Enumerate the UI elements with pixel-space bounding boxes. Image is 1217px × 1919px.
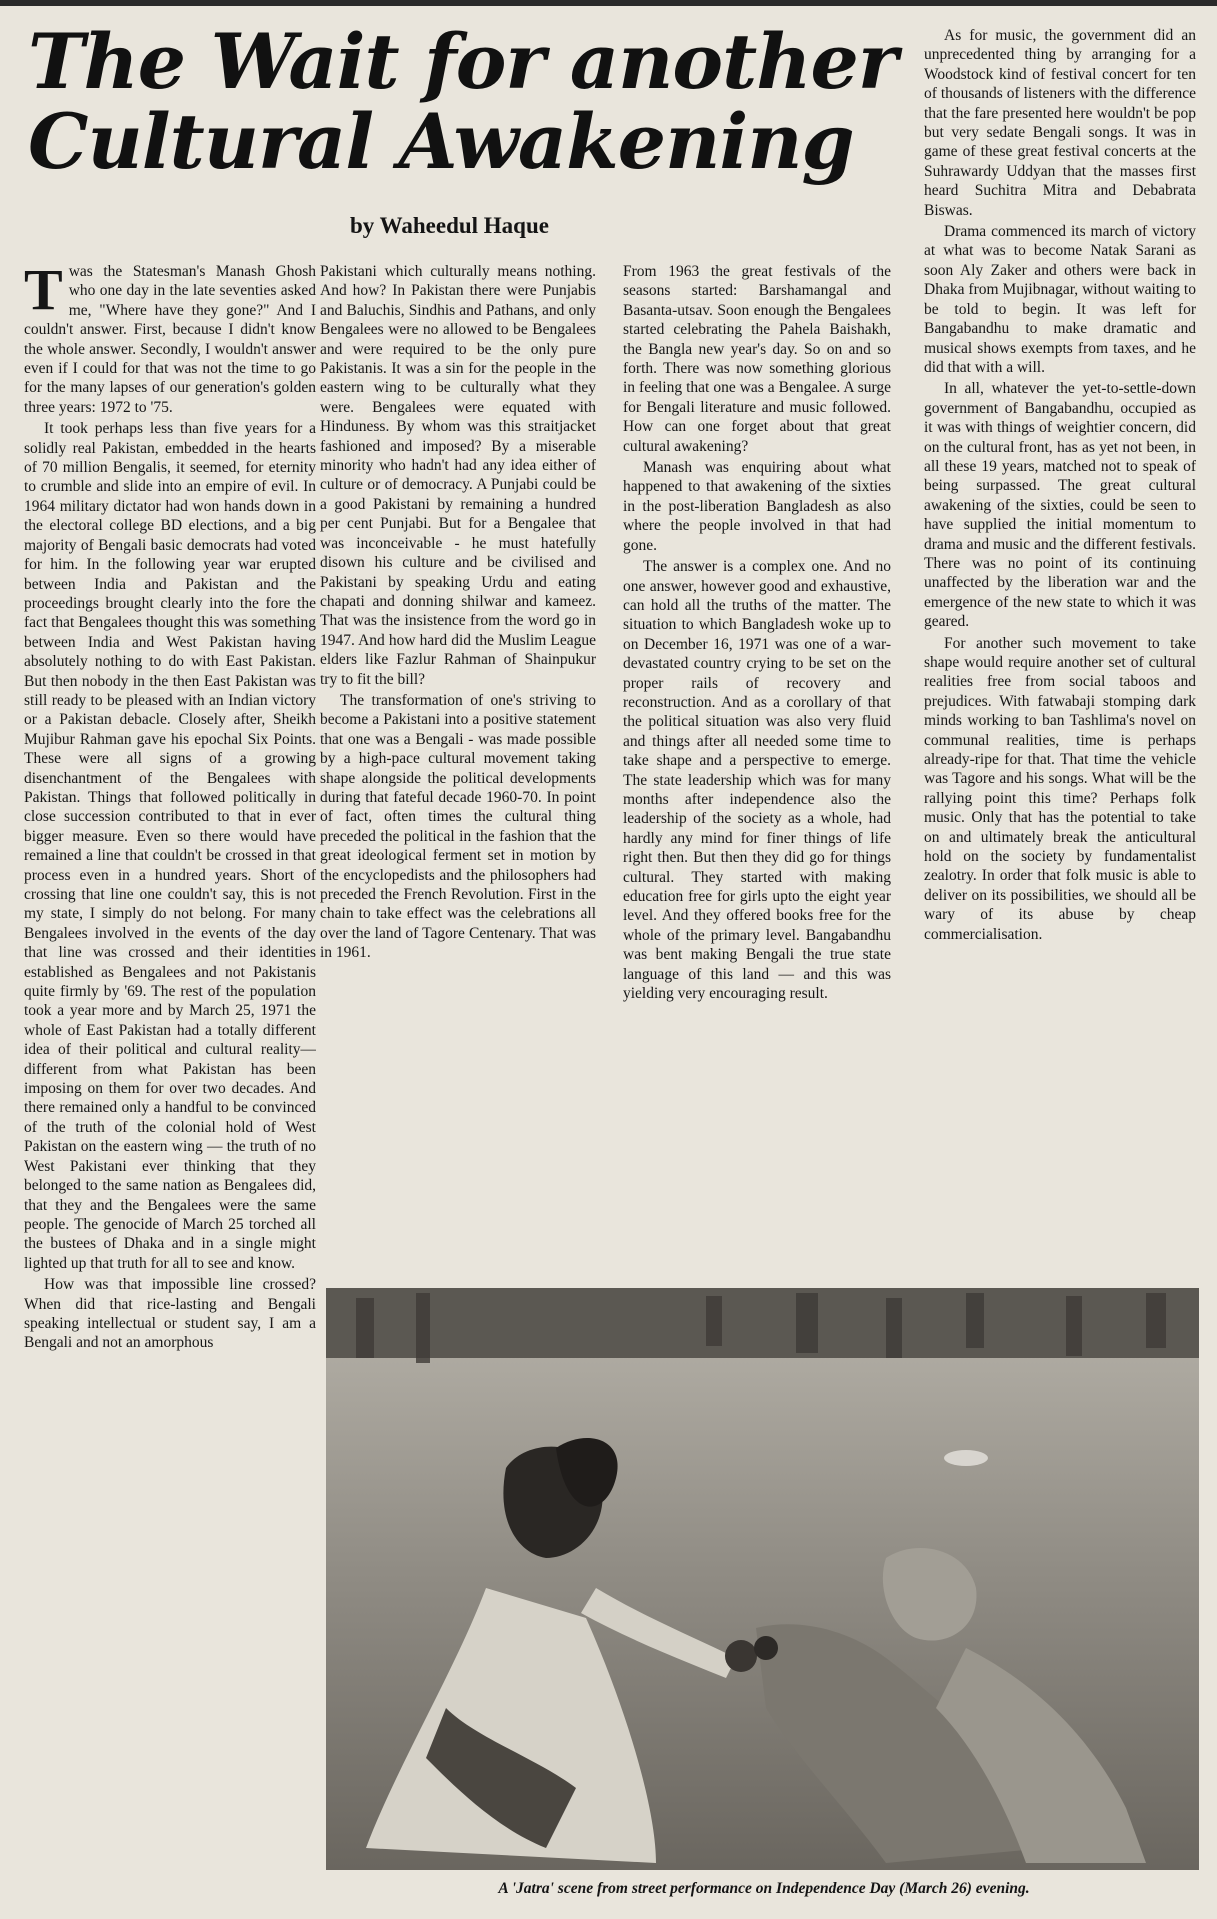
top-rule [0,0,1217,6]
byline: by Waheedul Haque [350,213,549,238]
photo-caption: A 'Jatra' scene from street performance on Independence Day (March 26) evening. [498,1880,1030,1897]
paragraph: The answer is a complex one. And no one answer, however good and exhaustive, can hold all the truths of the matter. The situation to which Bangladesh woke up to on December 16, 1971 was one of a war-devastated country crying to be set on the proper rails of recovery and reconstruction. And as a corollary of that the political situation was also very fluid and things after all needed some time to take shape and a perspective to emerge. The state leadership which was for many months after independence also the leadership of the society as a whole, had hardly any mind for finer things of life right then. But then they did go for things cultural. They started with making education free for girls upto the eight year level. And they offered books free for the whole of the primary level. Bangabandhu was bent making Bengali the true state language of this land — and this was yielding very encouraging result. [623,558,891,1003]
paragraph: As for music, the government did an unprecedented thing by arranging for a Woodstock kind of festival concert for ten of thousands of listeners with the difference that the fare presented here wouldn't be pop but very sedate Bengali songs. It was in game of these great festival concerts at the Suhrawardy Uddyan that the masses first heard Suchitra Mitra and Debabrata Biswas. [924,27,1196,219]
article-title: The Wait for another Cultural Awakening [28,17,897,186]
paragraph: The transformation of one's striving to become a Pakistani into a positive statement that one was a Bengali - was made possible by a high-pace cultural movement taking shape alongside the political developments during that fateful decade 1960-70. In point of fact, often times the cultural thing preceded the political in the fashion that the great ideological ferment set in motion by the encyclopedists and the philosophers had preceded the French Revolution. First in the chain to take effect was the celebrations all over the land of Tagore Centenary. That was in 1961. [320,691,596,962]
jatra-photo [326,1288,1199,1870]
paragraph: Manash was enquiring about what happened to that awakening of the sixties in the post-liberation Bangladesh as also where the people involved in that had gone. [623,459,891,554]
column-1 [24,262,316,1907]
column-4 [924,26,1196,1270]
column-2 [320,262,596,1272]
paragraph: How was that impossible line crossed? When did that rice-lasting and Bengali speaking intellectual or student say, I am a Bengali and not an amorphous [24,1276,316,1352]
photo-illustration [326,1288,1199,1870]
paragraph: From 1963 the great festivals of the seasons started: Barshamangal and Basanta-utsav. Soon enough the Bengalees started celebrating the Pahela Baishakh, the Bangla new year's day. So on and so forth. There was now something glorious in feeling that one was a Bengalee. A surge for Bengali literature and music followed. How can one forget about that great cultural awakening? [623,263,891,455]
paragraph: For another such movement to take shape would require another set of cultural realities free from social taboos and prejudices. With fatwabaji stomping dark minds working to ban Tashlima's novel on communal realities, time is perhaps already-ripe for that. That time the vehicle was Tagore and his songs. What will be the rallying point this time? Perhaps folk music. Only that has the potential to take on and ultimately break the anticultural hold on the society by fundamentalist zealotry. In order that folk music is able to deliver on its possibilities, we should all be wary of its abuse by cheap commercialisation. [924,634,1196,943]
paragraph: Twas the Statesman's Manash Ghosh who one day in the late seventies asked me, "Where have they gone?" And I couldn't answer. First, because I didn't know the whole answer. Secondly, I wouldn't answer even if I could for that was not the time to go for the many lapses of our generation's golden three years: 1972 to '75. [24,262,316,416]
paragraph: Drama commenced its march of victory at what was to become Natak Sarani as soon Aly Zaker and others were back in Dhaka from Mujibnagar, without waiting to be told to begin. It was left for Bangabandhu to make dramatic and musical shows exempts from taxes, and he did that with a will. [924,223,1196,376]
column-3 [623,262,891,1272]
paragraph: Pakistani which culturally means nothing. And how? In Pakistan there were Punjabis and Baluchis, Sindhis and Pathans, and only Bengalees were no allowed to be Bengalees and were required to be the only pure Pakistanis. It was a sin for the people in the eastern wing to be culturally what they were. Bengalees were equated with Hinduness. By whom was this straitjacket fashioned and imposed? By a miserable minority who hadn't had any idea either of culture or of democracy. A Punjabi could be a good Pakistani by remaining a hundred per cent Punjabi. But for a Bengalee that was inconceivable - he must hatefully disown his culture and be civilised and Pakistani by speaking Urdu and eating chapati and donning shilwar and kameez. That was the insistence from the word go in 1947. And how hard did the Muslim League elders like Fazlur Rahman of Shainpukur try to fit the bill? [320,263,596,688]
paragraph: In all, whatever the yet-to-settle-down government of Bangabandhu, occupied as it was with things of weightier concern, did on the cultural front, has as yet not been, in all these 19 years, matched not to speak of being surpassed. The great cultural awakening of the sixties, could be seen to have supplied the initial momentum to drama and music and the different festivals. There was no point of its continuing unaffected by the liberation war and the emergence of the new state to which it was geared. [924,380,1196,631]
paragraph: It took perhaps less than five years for a solidly real Pakistan, embedded in the hearts of 70 million Bengalis, it seemed, for eternity to crumble and slide into an empire of evil. In 1964 military dictator had won hands down in the electoral college BD elections, and a big majority of Bengali basic democrats had voted for him. In the following year war erupted between India and Pakistan and the proceedings brought clearly into the fore the fact that Bengalees thought this was something between India and West Pakistan having absolutely nothing to do with East Pakistan. But then nobody in the then East Pakistan was still ready to be pleased with an Indian victory or a Pakistan debacle. Closely after, Sheikh Mujibur Rahman gave his epochal Six Points. These were all signs of a growing disenchantment of the Bengalees with Pakistan. Things that followed politically in close succession contributed to that in ever bigger measure. Even so there would have remained a line that couldn't be crossed in that process even in a hundred years. Short of crossing that line one couldn't say, this is not my state, I simply do not belong. For many Bengalees involved in the events of the day that line was crossed and their identities established as Bengalees and not Pakistanis quite firmly by '69. The rest of the population took a year more and by March 25, 1971 the whole of East Pakistan had a totally different idea of their political and cultural reality—different from what Pakistan has been imposing on them for over two decades. And there remained only a handful to be convinced of the truth of the colonial hold of West Pakistan on the eastern wing — the truth of no West Pakistani ever thinking that they belonged to the same nation as Bengalees did, that they and the Bengalees were the same people. The genocide of March 25 torched all the bustees of Dhaka and in a single might lighted up that truth for all to see and know. [24,420,316,1272]
